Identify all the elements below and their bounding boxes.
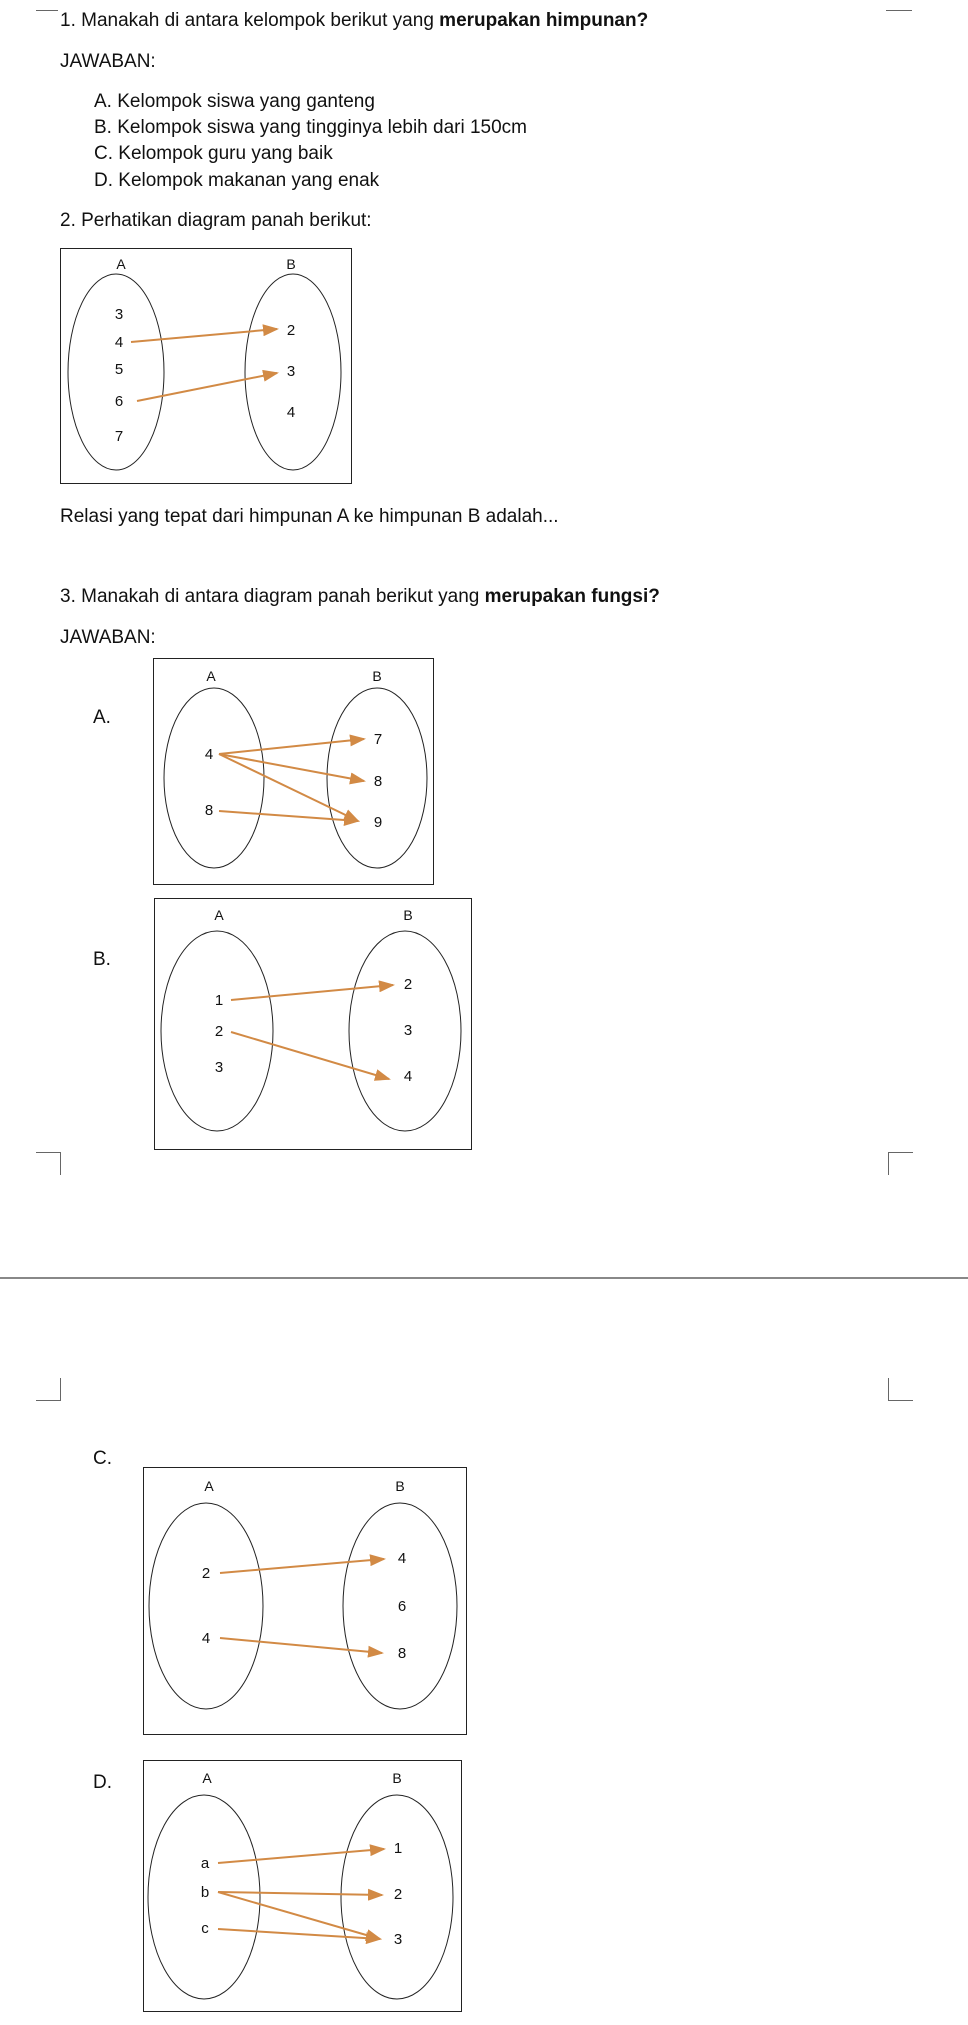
arrow-diagram-option-d — [143, 1760, 462, 2012]
set-b-element: 1 — [393, 1840, 403, 1857]
arrow-diagram-q2 — [60, 248, 352, 484]
arrow-diagram-q2-svg — [61, 249, 353, 485]
question-3-bold: merupakan fungsi? — [484, 586, 660, 607]
mapping-arrow — [218, 1929, 380, 1939]
set-b-element: 3 — [403, 1022, 413, 1039]
answer-label-3: JAWABAN: — [60, 627, 156, 648]
set-a-ellipse — [149, 1503, 263, 1709]
set-b-element: 4 — [403, 1068, 413, 1085]
question-2: 2. Perhatikan diagram panah berikut: — [60, 210, 372, 231]
arrow-diagram-option-c — [143, 1467, 467, 1735]
set-a-element: 5 — [114, 361, 124, 378]
set-b-element: 3 — [286, 363, 296, 380]
set-b-label: B — [286, 256, 296, 272]
question-1-text: 1. Manakah di antara kelompok berikut yang — [60, 10, 440, 31]
page-break-divider — [0, 1277, 968, 1279]
mapping-arrow — [231, 985, 393, 1000]
mapping-arrow — [219, 754, 358, 821]
set-b-label: B — [403, 907, 413, 923]
set-a-element: 7 — [114, 428, 124, 445]
arrow-diagram-option-a-svg — [154, 659, 435, 886]
set-a-label: A — [202, 1770, 212, 1786]
mapping-arrow — [218, 1892, 382, 1895]
set-a-label: A — [116, 256, 126, 272]
mapping-arrow — [231, 1032, 389, 1079]
q3-option-a-letter: A. — [93, 707, 111, 728]
set-a-element: a — [200, 1855, 210, 1872]
q3-option-c-letter: C. — [93, 1448, 112, 1469]
set-a-element: 4 — [114, 334, 124, 351]
set-b-element: 6 — [397, 1598, 407, 1615]
relation-question: Relasi yang tepat dari himpunan A ke himpunan B adalah... — [60, 506, 559, 527]
page-corner-mark — [888, 1378, 913, 1401]
q1-option-a: A. Kelompok siswa yang ganteng — [94, 91, 375, 112]
question-3-text: 3. Manakah di antara diagram panah berikut yang — [60, 586, 485, 607]
set-a-element: 2 — [201, 1565, 211, 1582]
set-a-element: 8 — [204, 802, 214, 819]
mapping-arrow — [137, 373, 277, 401]
set-b-element: 2 — [286, 322, 296, 339]
set-a-label: A — [206, 668, 216, 684]
mapping-arrow — [219, 739, 364, 754]
mapping-arrow — [218, 1892, 380, 1939]
set-a-label: A — [204, 1478, 214, 1494]
question-3 — [60, 586, 660, 609]
set-b-element: 8 — [373, 773, 383, 790]
set-b-element: 4 — [286, 404, 296, 421]
mapping-arrow — [219, 811, 358, 821]
page-corner-mark — [888, 1152, 913, 1175]
set-a-element: 3 — [214, 1059, 224, 1076]
set-b-label: B — [395, 1478, 405, 1494]
set-b-element: 3 — [393, 1931, 403, 1948]
q3-option-b-letter: B. — [93, 949, 111, 970]
arrow-diagram-option-b-svg — [155, 899, 473, 1151]
q1-option-d: D. Kelompok makanan yang enak — [94, 170, 380, 191]
q3-option-d-letter: D. — [93, 1772, 112, 1793]
set-b-element: 7 — [373, 731, 383, 748]
set-a-element: c — [201, 1920, 209, 1937]
page-corner-mark — [886, 0, 912, 11]
q1-option-c: C. Kelompok guru yang baik — [94, 143, 333, 164]
arrow-diagram-option-a — [153, 658, 434, 885]
arrow-diagram-option-c-svg — [144, 1468, 468, 1736]
set-a-element: 4 — [204, 746, 214, 763]
set-a-ellipse — [164, 688, 264, 868]
set-b-element: 4 — [397, 1550, 407, 1567]
page-corner-mark — [36, 1152, 61, 1175]
page-corner-mark — [36, 0, 58, 11]
mapping-arrow — [218, 1849, 384, 1863]
set-b-element: 9 — [373, 814, 383, 831]
answer-label-1: JAWABAN: — [60, 51, 156, 72]
arrow-diagram-option-b — [154, 898, 472, 1150]
set-b-element: 2 — [393, 1886, 403, 1903]
set-a-element: 3 — [114, 306, 124, 323]
set-b-label: B — [392, 1770, 402, 1786]
set-a-element: 1 — [214, 992, 224, 1009]
mapping-arrow — [131, 329, 277, 342]
set-a-element: 2 — [214, 1023, 224, 1040]
set-b-element: 2 — [403, 976, 413, 993]
mapping-arrow — [220, 1559, 384, 1573]
question-1 — [60, 10, 648, 33]
q1-option-b: B. Kelompok siswa yang tingginya lebih dari 150cm — [94, 117, 528, 138]
set-b-element: 8 — [397, 1645, 407, 1662]
arrow-diagram-option-d-svg — [144, 1761, 463, 2013]
set-a-element: 6 — [114, 393, 124, 410]
set-a-element: 4 — [201, 1630, 211, 1647]
set-a-label: A — [214, 907, 224, 923]
set-b-label: B — [372, 668, 382, 684]
page-corner-mark — [36, 1378, 61, 1401]
mapping-arrow — [219, 754, 364, 781]
mapping-arrow — [220, 1638, 382, 1653]
set-a-element: b — [200, 1884, 210, 1901]
question-1-bold: merupakan himpunan? — [439, 10, 649, 31]
